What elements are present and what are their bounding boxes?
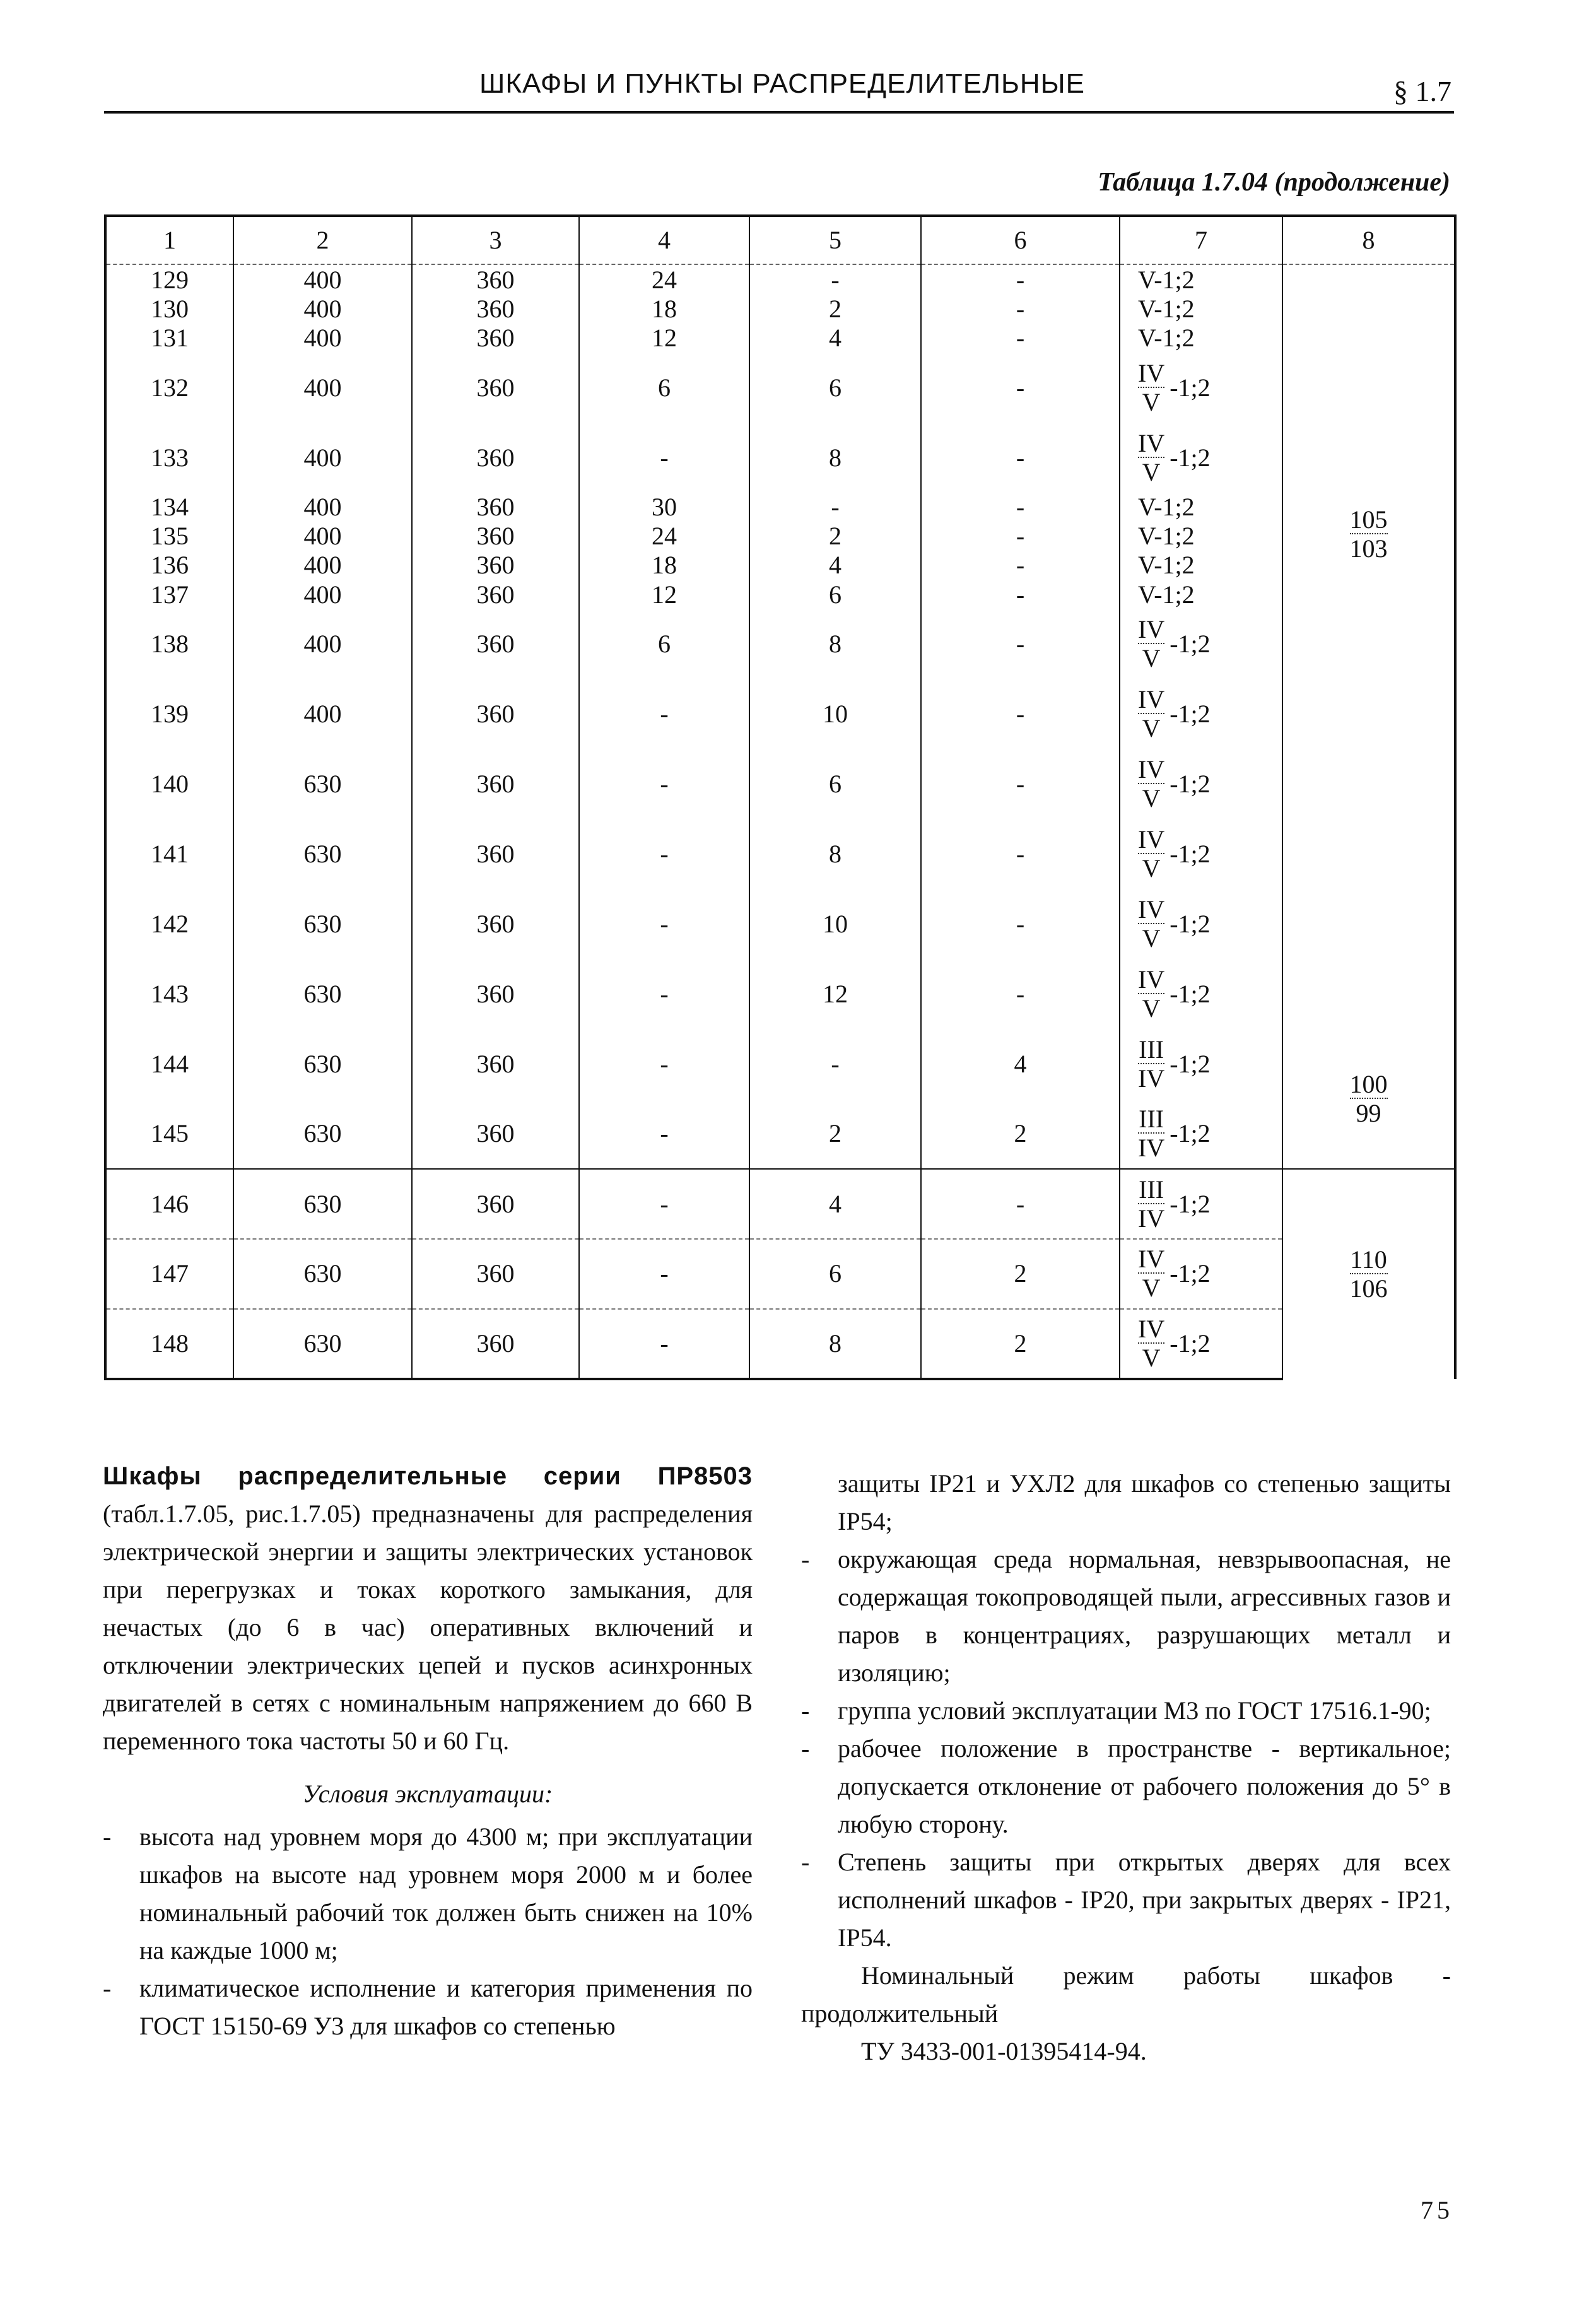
table-cell: - [921, 493, 1120, 522]
table-cell: 141 [105, 819, 233, 889]
table-cell: 360 [412, 295, 579, 324]
table-cell: 132 [105, 353, 233, 423]
fraction [1138, 756, 1164, 812]
table-cell: 145 [105, 1099, 233, 1169]
table-cell: 360 [412, 324, 579, 353]
table-cell-protection: V-1;2 [1120, 324, 1282, 353]
table-cell-protection [1120, 959, 1282, 1029]
table-cell: 360 [412, 959, 579, 1029]
fraction-numerator: IV [1138, 1314, 1165, 1343]
fraction-numerator: III [1139, 1175, 1164, 1204]
table-cell: 6 [749, 749, 921, 819]
table-cell-protection [1120, 679, 1282, 749]
table-cell: 360 [412, 493, 579, 522]
table-cell: 137 [105, 580, 233, 609]
fraction-numerator: IV [1138, 895, 1165, 924]
tu-reference: ТУ 3433-001-01395414-94. [861, 2037, 1147, 2065]
table-cell: 400 [233, 264, 412, 294]
fraction-denominator: V [1138, 783, 1164, 812]
list-item: - высота над уровнем моря до 4300 м; при эксплуатации шкафов на высоте над уровнем моря 2000 м и более номинальный рабочий ток должен быть снижен на 10% на каждые 1000 м; [103, 1822, 753, 1964]
fraction-denominator: V [1138, 387, 1164, 416]
intro-paragraph [103, 1457, 753, 1760]
conditions-heading: Условия эксплуатации: [302, 1780, 553, 1808]
table-cell: 143 [105, 959, 233, 1029]
table-cell: 24 [579, 264, 749, 294]
table-cell: 400 [233, 580, 412, 609]
table-cell: 360 [412, 679, 579, 749]
table-caption: Таблица 1.7.04 (продолжение) [1098, 168, 1450, 197]
fraction-numerator: III [1139, 1035, 1164, 1064]
table-row [105, 493, 1455, 522]
table-cell: 18 [579, 551, 749, 580]
fraction-suffix: -1;2 [1170, 839, 1211, 868]
table-cell: 360 [412, 1239, 579, 1309]
fraction-numerator: IV [1138, 825, 1165, 854]
fraction-denominator: V [1138, 457, 1164, 486]
table-cell: 133 [105, 423, 233, 493]
table-cell: - [921, 353, 1120, 423]
table-cell: 12 [579, 580, 749, 609]
table-cell: 6 [749, 580, 921, 609]
table-cell: 140 [105, 749, 233, 819]
table-cell-protection [1120, 1099, 1282, 1169]
fraction-suffix: -1;2 [1170, 909, 1211, 938]
table-cell: - [579, 679, 749, 749]
table-cell: - [579, 423, 749, 493]
text-column-right [801, 1465, 1451, 2070]
column-header: 6 [921, 216, 1120, 264]
fraction [1138, 686, 1164, 742]
table-cell-protection: V-1;2 [1120, 295, 1282, 324]
table-cell: 360 [412, 889, 579, 959]
table-cell-protection [1120, 1239, 1282, 1309]
fraction [1138, 1177, 1164, 1232]
table-cell: - [579, 889, 749, 959]
fraction [1138, 430, 1164, 486]
fraction-numerator: IV [1138, 428, 1165, 457]
fraction-suffix: -1;2 [1170, 1119, 1211, 1148]
fraction-suffix: -1;2 [1170, 1259, 1211, 1288]
table-cell: - [921, 522, 1120, 551]
table-cell-protection [1120, 1029, 1282, 1099]
table-cell: - [579, 1239, 749, 1309]
table-row [105, 1239, 1455, 1309]
fraction-denominator: V [1138, 1342, 1164, 1371]
table-row [105, 295, 1455, 324]
fraction [1138, 826, 1164, 882]
table-cell: 630 [233, 889, 412, 959]
table-cell: 2 [749, 295, 921, 324]
table-row [105, 679, 1455, 749]
fraction [1350, 1071, 1388, 1127]
table-cell-protection [1120, 1169, 1282, 1239]
fraction-numerator: III [1139, 1105, 1164, 1134]
table-cell: - [579, 1309, 749, 1379]
fraction-suffix: -1;2 [1170, 1329, 1211, 1358]
table-cell: 131 [105, 324, 233, 353]
table-cell: 142 [105, 889, 233, 959]
table-row [105, 264, 1455, 294]
table-cell: 2 [749, 1099, 921, 1169]
table-cell-protection [1120, 819, 1282, 889]
table-cell: 12 [749, 959, 921, 1029]
column-header: 4 [579, 216, 749, 264]
table-row [105, 1169, 1455, 1239]
fraction-denominator: 103 [1349, 534, 1388, 563]
table-cell-protection [1120, 609, 1282, 679]
table-cell: 400 [233, 609, 412, 679]
fraction-denominator: IV [1138, 1204, 1165, 1233]
list-item: - группа условий эксплуатации М3 по ГОСТ 17516.1-90; [801, 1696, 1431, 1725]
table-cell-protection [1120, 749, 1282, 819]
table-cell: - [921, 264, 1120, 294]
list-item: - рабочее положение в пространстве - вертикальное; допускается отклонение от рабочего положения до 5° в любую сторону. [801, 1734, 1451, 1838]
table-cell-protection: V-1;2 [1120, 493, 1282, 522]
page-number: 75 [1421, 2196, 1453, 2224]
table-cell: - [921, 959, 1120, 1029]
table-cell-group-ref [1282, 1029, 1455, 1169]
table-cell: 400 [233, 551, 412, 580]
table-cell-protection [1120, 889, 1282, 959]
table-cell: 10 [749, 889, 921, 959]
table-row [105, 324, 1455, 353]
table-row [105, 423, 1455, 493]
table-cell: - [921, 749, 1120, 819]
fraction-denominator: V [1138, 993, 1164, 1022]
fraction [1138, 1246, 1164, 1301]
table-cell-protection: V-1;2 [1120, 580, 1282, 609]
fraction [1138, 1106, 1164, 1161]
table-cell: 135 [105, 522, 233, 551]
table-cell: 2 [749, 522, 921, 551]
fraction-suffix: -1;2 [1170, 700, 1211, 729]
table-cell-protection: V-1;2 [1120, 522, 1282, 551]
table-cell: - [579, 1169, 749, 1239]
fraction [1138, 1036, 1164, 1092]
fraction [1138, 1316, 1164, 1371]
table-cell: 10 [749, 679, 921, 749]
column-header: 2 [233, 216, 412, 264]
table-cell: 8 [749, 819, 921, 889]
fraction-suffix: -1;2 [1170, 770, 1211, 799]
fraction [1138, 616, 1164, 672]
table-cell: 360 [412, 264, 579, 294]
table-cell: 630 [233, 1309, 412, 1379]
table-cell: 18 [579, 295, 749, 324]
table-row [105, 959, 1455, 1029]
table-cell: 400 [233, 679, 412, 749]
list-item: - климатическое исполнение и категория применения по ГОСТ 15150-69 У3 для шкафов со степенью [103, 1974, 753, 2040]
table-row [105, 522, 1455, 551]
table-cell: 4 [749, 324, 921, 353]
table-cell: 130 [105, 295, 233, 324]
fraction-denominator: V [1138, 923, 1164, 952]
table-cell: 360 [412, 522, 579, 551]
fraction-denominator: V [1138, 853, 1164, 882]
table-row [105, 1029, 1455, 1099]
table-cell: 2 [921, 1099, 1120, 1169]
table-row [105, 889, 1455, 959]
fraction-suffix: -1;2 [1170, 979, 1211, 1008]
fraction-numerator: 100 [1349, 1069, 1388, 1098]
table-cell: 4 [921, 1029, 1120, 1099]
table-cell: 146 [105, 1169, 233, 1239]
fraction [1138, 896, 1164, 952]
table-cell: - [579, 959, 749, 1029]
column-header: 1 [105, 216, 233, 264]
list-item: - Степень защиты при открытых дверях для всех исполнений шкафов - IP20, при закрытых дверях - IP21, IP54. [801, 1848, 1451, 1952]
table-cell: 8 [749, 609, 921, 679]
table-cell: 630 [233, 1099, 412, 1169]
table-cell: 30 [579, 493, 749, 522]
table-cell: 12 [579, 324, 749, 353]
table-cell: - [749, 264, 921, 294]
table-cell: 360 [412, 423, 579, 493]
table-cell: 138 [105, 609, 233, 679]
fraction-denominator: V [1138, 1272, 1164, 1301]
table-cell: 360 [412, 819, 579, 889]
table-cell: 360 [412, 609, 579, 679]
table-cell: 148 [105, 1309, 233, 1379]
fraction-numerator: 105 [1349, 505, 1388, 534]
table-cell: 4 [749, 551, 921, 580]
table-cell: 360 [412, 1169, 579, 1239]
intro-text: (табл.1.7.05, рис.1.7.05) предназначены для распределения электрической энергии и защиты электрических установок при перегрузках и токах короткого замыкания, для нечастых (до 6 в час) оперативных включений и отключении электрических цепей и пусков асинхронных двигателей в сетях с номинальным напряжением до 660 В переменного тока частоты 50 и 60 Гц. [103, 1499, 753, 1755]
fraction-numerator: IV [1138, 755, 1165, 784]
table-cell: 144 [105, 1029, 233, 1099]
table-cell: 630 [233, 749, 412, 819]
fraction-suffix: -1;2 [1170, 630, 1211, 659]
table-row [105, 1099, 1455, 1169]
fraction-numerator: IV [1138, 358, 1165, 387]
table-cell: 4 [749, 1169, 921, 1239]
column-header: 3 [412, 216, 579, 264]
table-cell: 129 [105, 264, 233, 294]
fraction-denominator: 99 [1350, 1098, 1388, 1127]
table-cell: 630 [233, 1169, 412, 1239]
table-cell: 630 [233, 1239, 412, 1309]
fraction-suffix: -1;2 [1170, 1049, 1211, 1078]
list-item: - окружающая среда нормальная, невзрывоопасная, не содержащая токопроводящей пыли, агрессивных газов и паров в концентрациях, разрушающих металл и изоляцию; [801, 1545, 1451, 1687]
table-row [105, 749, 1455, 819]
table-cell: 2 [921, 1309, 1120, 1379]
fraction [1138, 966, 1164, 1022]
table-cell: 360 [412, 353, 579, 423]
table-cell: 400 [233, 295, 412, 324]
column-header: 5 [749, 216, 921, 264]
table-cell: - [921, 889, 1120, 959]
column-header: 8 [1282, 216, 1455, 264]
text-column-left [103, 1457, 753, 2045]
table-cell: 400 [233, 324, 412, 353]
table-cell: 360 [412, 551, 579, 580]
table-row [105, 1309, 1455, 1379]
table-cell: - [921, 324, 1120, 353]
table-row [105, 551, 1455, 580]
table-cell: 24 [579, 522, 749, 551]
fraction-numerator: IV [1138, 1245, 1165, 1274]
table-cell-protection [1120, 423, 1282, 493]
table-cell: 360 [412, 1029, 579, 1099]
fraction-suffix: -1;2 [1170, 1189, 1211, 1218]
table-cell: - [921, 819, 1120, 889]
table-cell: 630 [233, 819, 412, 889]
table-row [105, 819, 1455, 889]
fraction-numerator: IV [1138, 615, 1165, 644]
table-cell: - [579, 819, 749, 889]
fraction-denominator: IV [1138, 1064, 1165, 1093]
fraction-denominator: V [1138, 713, 1164, 742]
fraction-numerator: IV [1138, 685, 1165, 714]
column-header: 7 [1120, 216, 1282, 264]
table-cell: - [579, 1099, 749, 1169]
table-cell: 360 [412, 749, 579, 819]
fraction [1138, 360, 1164, 416]
table-row [105, 580, 1455, 609]
table-cell-group-ref [1282, 1169, 1455, 1379]
table-cell-protection [1120, 353, 1282, 423]
table-cell: 360 [412, 1099, 579, 1169]
mode-paragraph: Номинальный режим работы шкафов - продолжительный [801, 1961, 1451, 2028]
table-cell: 139 [105, 679, 233, 749]
fraction-numerator: 110 [1350, 1245, 1387, 1274]
fraction-denominator: V [1138, 643, 1164, 672]
table-cell: 6 [749, 1239, 921, 1309]
table-cell: 400 [233, 522, 412, 551]
table-cell: - [921, 580, 1120, 609]
table-cell: 6 [579, 609, 749, 679]
table-cell: 8 [749, 423, 921, 493]
fraction-denominator: IV [1138, 1134, 1165, 1163]
table-cell: - [579, 1029, 749, 1099]
table-cell: 360 [412, 1309, 579, 1379]
table-cell: 6 [749, 353, 921, 423]
table-cell-protection: V-1;2 [1120, 264, 1282, 294]
table-cell: 400 [233, 353, 412, 423]
table-cell: - [921, 679, 1120, 749]
fraction-suffix: -1;2 [1170, 443, 1211, 472]
running-header-title: ШКАФЫ И ПУНКТЫ РАСПРЕДЕЛИТЕЛЬНЫЕ [479, 68, 1085, 99]
fraction-suffix: -1;2 [1170, 373, 1211, 402]
table-cell: - [921, 423, 1120, 493]
fraction [1350, 1247, 1388, 1302]
table-cell: 400 [233, 423, 412, 493]
table-cell: - [921, 551, 1120, 580]
table-cell-protection [1120, 1309, 1282, 1379]
lead-bold-title: Шкафы распределительные серии ПР8503 [103, 1462, 753, 1490]
fraction-numerator: IV [1138, 965, 1165, 994]
table-cell: - [749, 493, 921, 522]
table-cell: 630 [233, 959, 412, 1029]
table-cell: - [921, 1169, 1120, 1239]
table-cell-protection: V-1;2 [1120, 551, 1282, 580]
table-cell-group-ref [1282, 264, 1455, 1029]
data-table [104, 214, 1454, 1380]
table-cell: - [749, 1029, 921, 1099]
table-cell: - [921, 609, 1120, 679]
header-rule [104, 111, 1454, 114]
table-cell: 6 [579, 353, 749, 423]
table-cell: 134 [105, 493, 233, 522]
table-cell: 630 [233, 1029, 412, 1099]
table-row [105, 609, 1455, 679]
list-item-continuation: защиты IP21 и УХЛ2 для шкафов со степенью защиты IP54; [838, 1469, 1451, 1535]
fraction [1350, 507, 1388, 562]
table-cell: 400 [233, 493, 412, 522]
section-number: § 1.7 [1393, 75, 1451, 107]
fraction-denominator: 106 [1349, 1274, 1388, 1303]
table-cell: 147 [105, 1239, 233, 1309]
table-cell: 360 [412, 580, 579, 609]
table-cell: - [921, 295, 1120, 324]
table-cell: 8 [749, 1309, 921, 1379]
table-cell: 2 [921, 1239, 1120, 1309]
table-row [105, 353, 1455, 423]
table-cell: 136 [105, 551, 233, 580]
table-cell: - [579, 749, 749, 819]
